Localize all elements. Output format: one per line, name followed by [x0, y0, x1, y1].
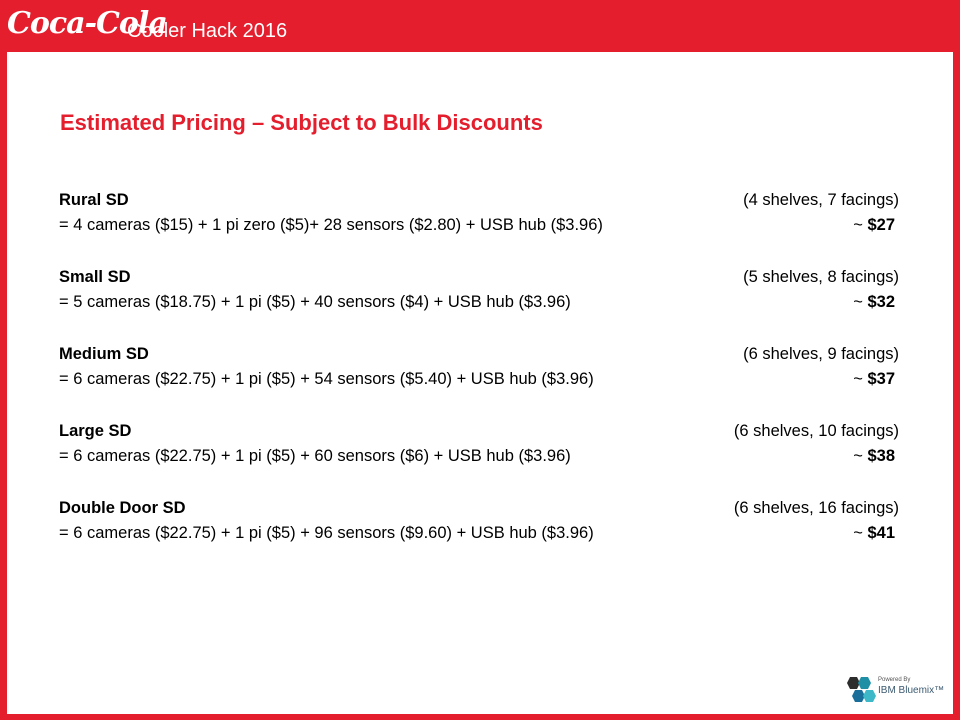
tier-config: (6 shelves, 16 facings) — [733, 499, 899, 517]
brand-label: IBM Bluemix™ — [878, 685, 945, 696]
tier-price: $38 — [867, 447, 895, 465]
tier-formula: = 4 cameras ($15) + 1 pi zero ($5)+ 28 sensors ($2.80) + USB hub ($3.96) — [59, 216, 603, 234]
tier-total — [853, 367, 895, 392]
page-title: Estimated Pricing – Subject to Bulk Discounts — [60, 110, 543, 135]
coca-cola-logo: Coca-Cola — [7, 6, 167, 41]
pricing-tier-medium — [59, 342, 899, 392]
tier-total — [853, 444, 895, 469]
approx-symbol: ~ — [853, 524, 863, 542]
pricing-tier-large — [59, 419, 899, 469]
event-title: Cooler Hack 2016 — [127, 20, 288, 42]
pricing-tier-small — [59, 265, 899, 315]
powered-by-badge — [844, 675, 945, 705]
tier-price: $32 — [867, 293, 895, 311]
tier-name: Small SD — [59, 268, 131, 286]
tier-total — [853, 213, 895, 238]
pricing-tier-double-door — [59, 496, 899, 546]
approx-symbol: ~ — [853, 370, 863, 388]
approx-symbol: ~ — [853, 447, 863, 465]
tier-formula: = 6 cameras ($22.75) + 1 pi ($5) + 96 sensors ($9.60) + USB hub ($3.96) — [59, 524, 594, 542]
tier-formula: = 6 cameras ($22.75) + 1 pi ($5) + 60 sensors ($6) + USB hub ($3.96) — [59, 447, 571, 465]
ibm-bluemix-hex-icon — [844, 675, 878, 705]
approx-symbol: ~ — [853, 216, 863, 234]
tier-total — [853, 521, 895, 546]
tier-price: $41 — [867, 524, 895, 542]
tier-name: Double Door SD — [59, 499, 186, 517]
tier-name: Medium SD — [59, 345, 149, 363]
tier-total — [853, 290, 895, 315]
tier-config: (4 shelves, 7 facings) — [743, 191, 899, 209]
pricing-tier-rural — [59, 188, 899, 238]
tier-config: (5 shelves, 8 facings) — [743, 268, 899, 286]
powered-by-label: Powered By — [878, 677, 911, 683]
tier-name: Rural SD — [59, 191, 129, 209]
tier-price: $27 — [867, 216, 895, 234]
slide-content — [7, 52, 953, 714]
tier-formula: = 6 cameras ($22.75) + 1 pi ($5) + 54 sensors ($5.40) + USB hub ($3.96) — [59, 370, 594, 388]
tier-price: $37 — [867, 370, 895, 388]
tier-config: (6 shelves, 9 facings) — [743, 345, 899, 363]
tier-formula: = 5 cameras ($18.75) + 1 pi ($5) + 40 sensors ($4) + USB hub ($3.96) — [59, 293, 571, 311]
tier-name: Large SD — [59, 422, 132, 440]
header-bar — [0, 0, 960, 52]
approx-symbol: ~ — [853, 293, 863, 311]
tier-config: (6 shelves, 10 facings) — [733, 422, 899, 440]
